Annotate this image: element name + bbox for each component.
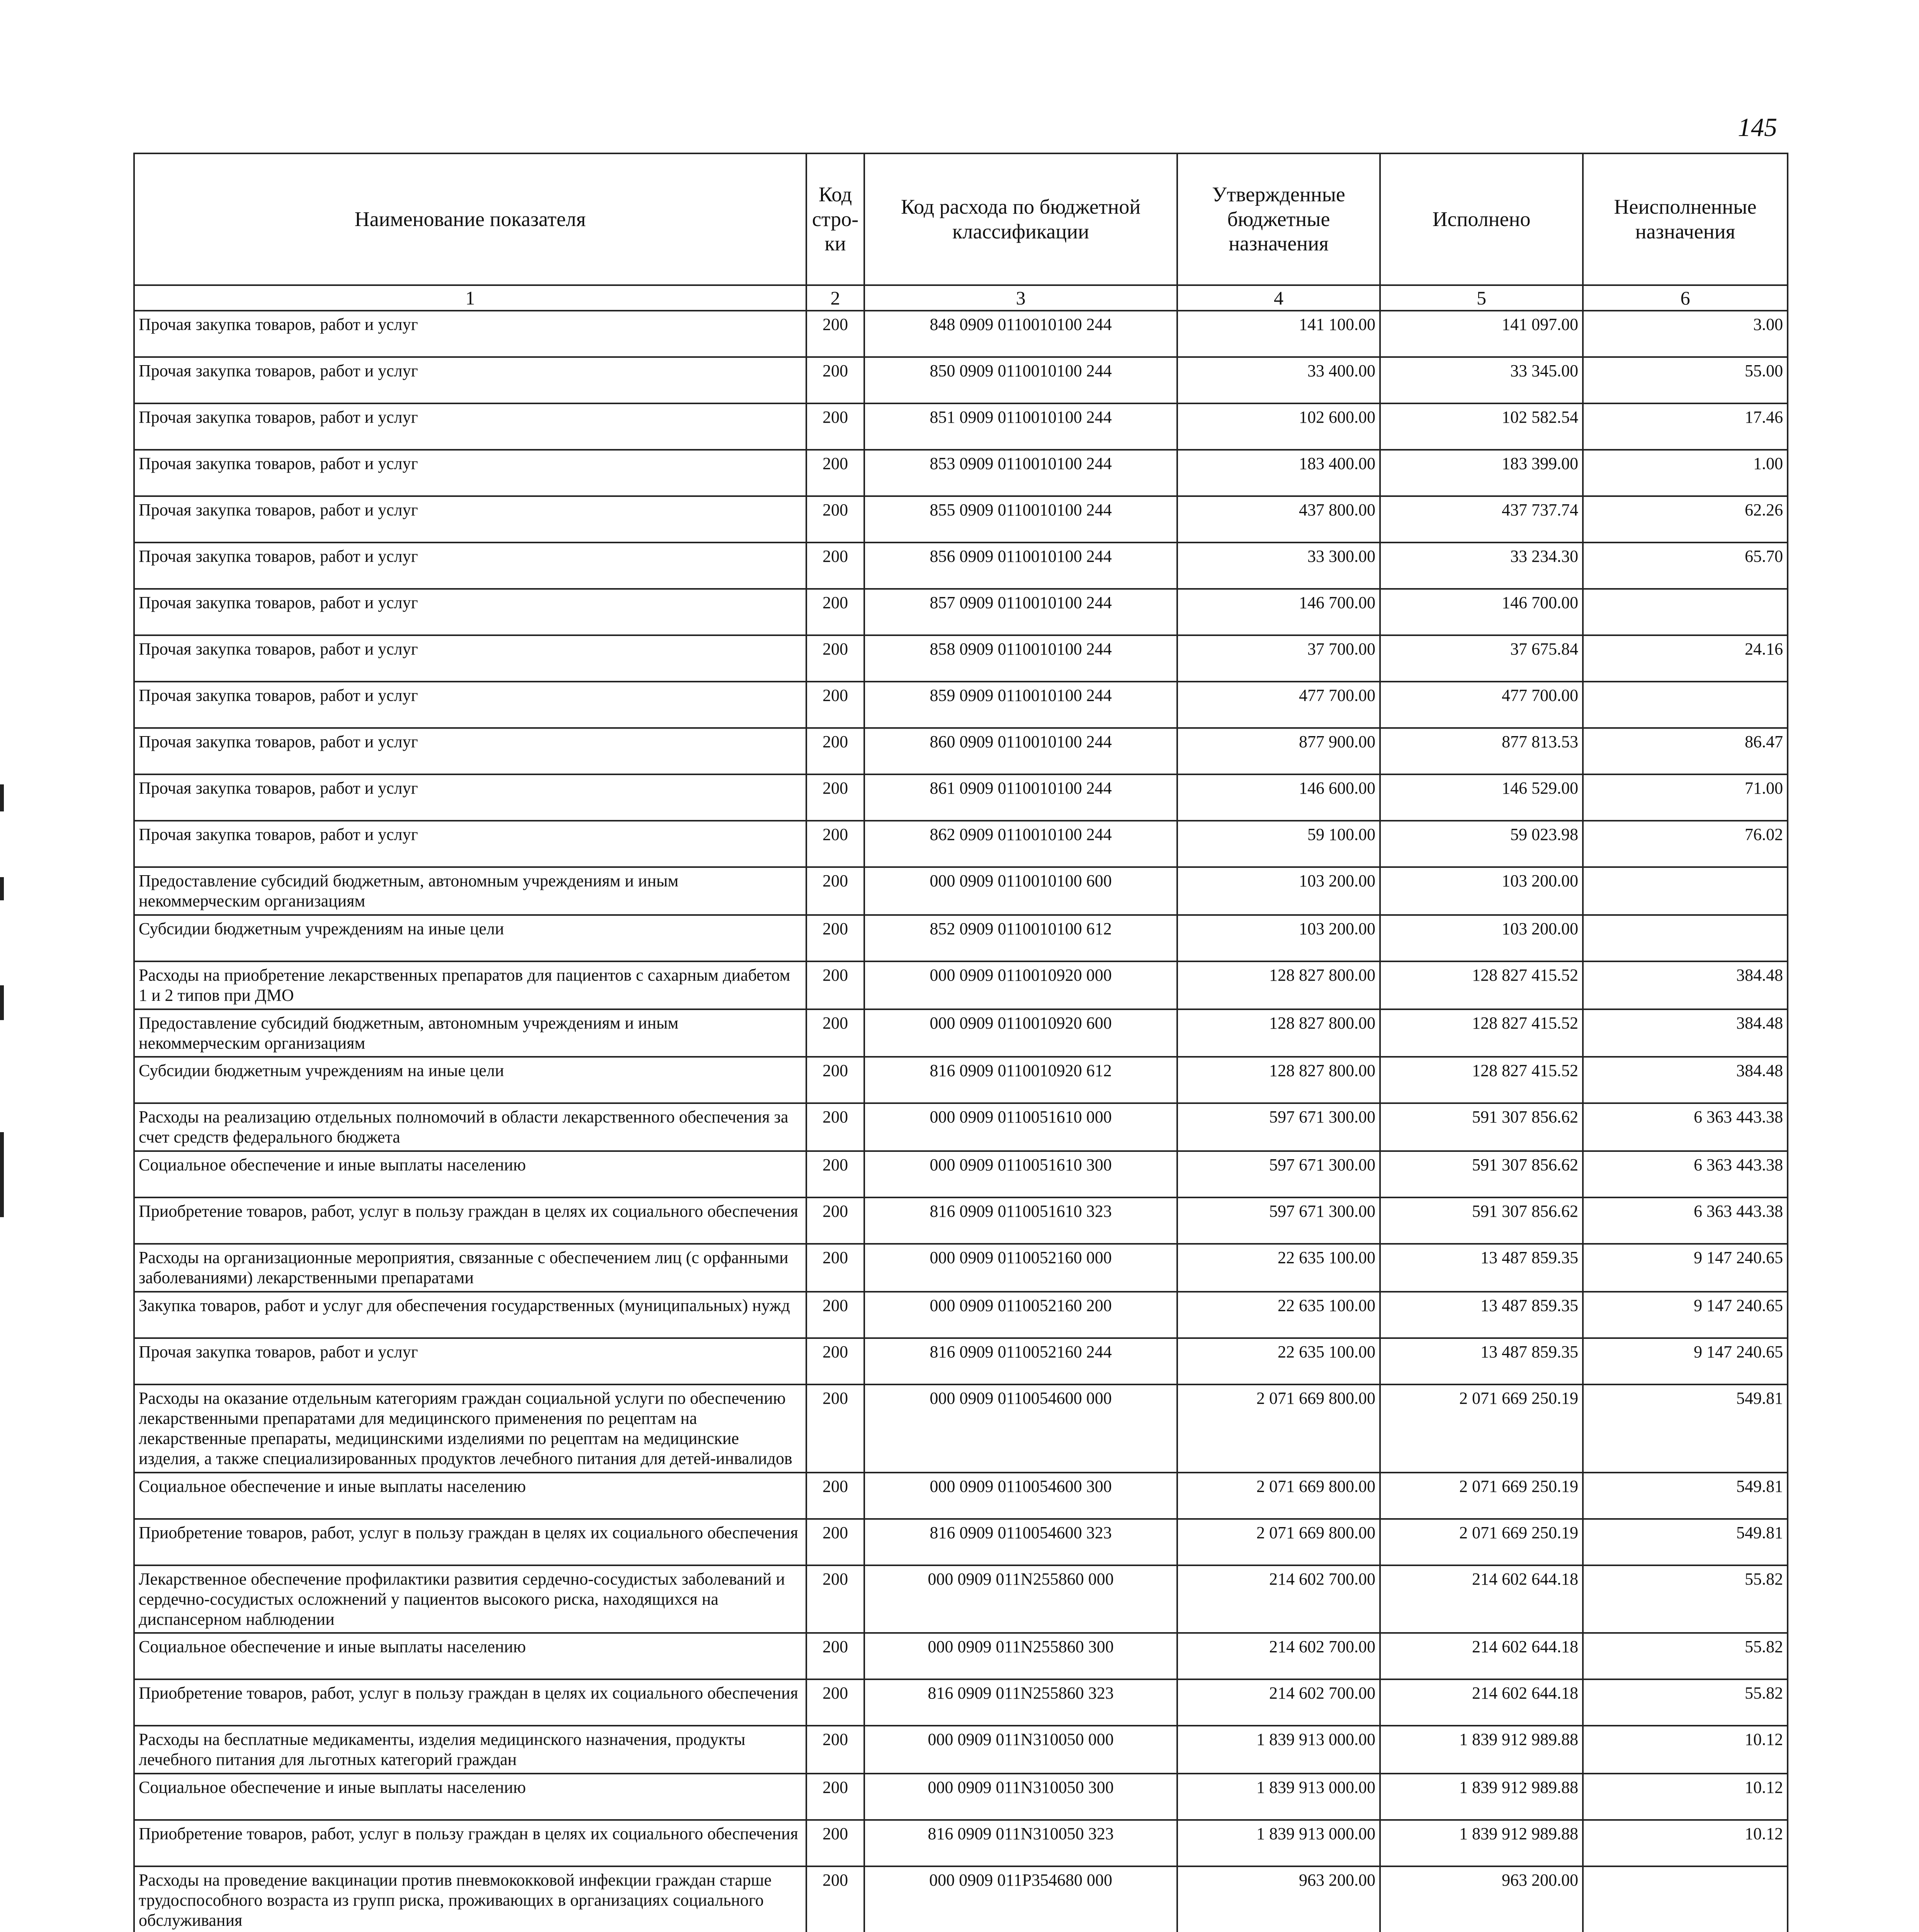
row-unexecuted: 17.46 <box>1583 403 1788 450</box>
row-approved: 477 700.00 <box>1177 682 1380 728</box>
row-unexecuted <box>1583 867 1788 915</box>
column-number: 3 <box>864 285 1177 311</box>
table-row <box>134 774 1788 821</box>
row-approved: 22 635 100.00 <box>1177 1292 1380 1338</box>
row-expense-code: 000 0909 0110054600 000 <box>864 1384 1177 1473</box>
column-number-row <box>134 285 1788 311</box>
table-row <box>134 1820 1788 1866</box>
row-approved: 33 400.00 <box>1177 357 1380 403</box>
row-expense-code: 816 0909 011N310050 323 <box>864 1820 1177 1866</box>
row-name: Прочая закупка товаров, работ и услуг <box>134 357 806 403</box>
row-line-code: 200 <box>806 728 864 774</box>
row-unexecuted: 76.02 <box>1583 821 1788 867</box>
row-executed: 214 602 644.18 <box>1380 1633 1583 1679</box>
table-row <box>134 589 1788 635</box>
row-name: Прочая закупка товаров, работ и услуг <box>134 682 806 728</box>
row-approved: 102 600.00 <box>1177 403 1380 450</box>
row-name: Прочая закупка товаров, работ и услуг <box>134 496 806 543</box>
table-row <box>134 1866 1788 1932</box>
row-unexecuted: 10.12 <box>1583 1726 1788 1774</box>
row-approved: 1 839 913 000.00 <box>1177 1774 1380 1820</box>
row-name: Прочая закупка товаров, работ и услуг <box>134 728 806 774</box>
row-unexecuted: 384.48 <box>1583 1009 1788 1057</box>
row-approved: 146 600.00 <box>1177 774 1380 821</box>
row-name: Прочая закупка товаров, работ и услуг <box>134 821 806 867</box>
row-line-code: 200 <box>806 589 864 635</box>
row-executed: 146 700.00 <box>1380 589 1583 635</box>
table-row <box>134 867 1788 915</box>
row-line-code: 200 <box>806 821 864 867</box>
table-row <box>134 1679 1788 1726</box>
row-executed: 183 399.00 <box>1380 450 1583 496</box>
row-unexecuted: 86.47 <box>1583 728 1788 774</box>
table-row <box>134 821 1788 867</box>
row-name: Расходы на оказание отдельным категориям граждан социальной услуги по обеспечению лекарственными препаратами для медицинского применения по рецептам на лекарственные препараты, медицинскими изделиями по рецептам на медицинские изделия, а также специализированных продуктов лечебного питания для детей-инвалидов <box>134 1384 806 1473</box>
row-line-code: 200 <box>806 543 864 589</box>
row-executed: 591 307 856.62 <box>1380 1197 1583 1244</box>
row-name: Расходы на проведение вакцинации против пневмококковой инфекции граждан старше трудоспособного возраста из групп риска, проживающих в организациях социального обслуживания <box>134 1866 806 1932</box>
row-expense-code: 000 0909 011N310050 000 <box>864 1726 1177 1774</box>
row-executed: 214 602 644.18 <box>1380 1565 1583 1633</box>
row-executed: 128 827 415.52 <box>1380 1057 1583 1103</box>
table-row <box>134 1009 1788 1057</box>
row-expense-code: 816 0909 0110052160 244 <box>864 1338 1177 1384</box>
row-unexecuted: 55.82 <box>1583 1565 1788 1633</box>
row-approved: 33 300.00 <box>1177 543 1380 589</box>
header-unexecuted: Неисполненные назначения <box>1583 153 1788 285</box>
table-row <box>134 1244 1788 1292</box>
row-approved: 214 602 700.00 <box>1177 1565 1380 1633</box>
row-name: Расходы на организационные мероприятия, связанные с обеспечением лиц (с орфанными заболеваниями) лекарственными препаратами <box>134 1244 806 1292</box>
table-row <box>134 1565 1788 1633</box>
row-name: Прочая закупка товаров, работ и услуг <box>134 635 806 682</box>
column-number: 6 <box>1583 285 1788 311</box>
row-line-code: 200 <box>806 1519 864 1565</box>
row-executed: 13 487 859.35 <box>1380 1292 1583 1338</box>
column-number: 4 <box>1177 285 1380 311</box>
row-expense-code: 000 0909 0110054600 300 <box>864 1473 1177 1519</box>
row-name: Социальное обеспечение и иные выплаты населению <box>134 1774 806 1820</box>
column-number: 1 <box>134 285 806 311</box>
row-name: Приобретение товаров, работ, услуг в пользу граждан в целях их социального обеспечения <box>134 1679 806 1726</box>
row-approved: 37 700.00 <box>1177 635 1380 682</box>
row-unexecuted: 62.26 <box>1583 496 1788 543</box>
row-executed: 2 071 669 250.19 <box>1380 1384 1583 1473</box>
row-unexecuted: 55.82 <box>1583 1679 1788 1726</box>
row-executed: 128 827 415.52 <box>1380 1009 1583 1057</box>
row-unexecuted: 549.81 <box>1583 1519 1788 1565</box>
row-executed: 437 737.74 <box>1380 496 1583 543</box>
table-row <box>134 1292 1788 1338</box>
row-expense-code: 862 0909 0110010100 244 <box>864 821 1177 867</box>
row-unexecuted: 6 363 443.38 <box>1583 1151 1788 1197</box>
row-line-code: 200 <box>806 1633 864 1679</box>
row-executed: 1 839 912 989.88 <box>1380 1820 1583 1866</box>
row-approved: 128 827 800.00 <box>1177 961 1380 1009</box>
header-executed: Исполнено <box>1380 153 1583 285</box>
row-expense-code: 855 0909 0110010100 244 <box>864 496 1177 543</box>
row-expense-code: 852 0909 0110010100 612 <box>864 915 1177 961</box>
row-executed: 877 813.53 <box>1380 728 1583 774</box>
table-row <box>134 961 1788 1009</box>
row-unexecuted: 9 147 240.65 <box>1583 1244 1788 1292</box>
row-executed: 33 345.00 <box>1380 357 1583 403</box>
row-executed: 102 582.54 <box>1380 403 1583 450</box>
row-expense-code: 860 0909 0110010100 244 <box>864 728 1177 774</box>
row-approved: 963 200.00 <box>1177 1866 1380 1932</box>
row-expense-code: 000 0909 0110051610 300 <box>864 1151 1177 1197</box>
row-approved: 22 635 100.00 <box>1177 1338 1380 1384</box>
row-line-code: 200 <box>806 1473 864 1519</box>
row-line-code: 200 <box>806 403 864 450</box>
table-row <box>134 403 1788 450</box>
row-unexecuted <box>1583 589 1788 635</box>
row-executed: 1 839 912 989.88 <box>1380 1774 1583 1820</box>
row-line-code: 200 <box>806 1820 864 1866</box>
row-line-code: 200 <box>806 1103 864 1151</box>
row-unexecuted: 6 363 443.38 <box>1583 1197 1788 1244</box>
row-expense-code: 816 0909 011N255860 323 <box>864 1679 1177 1726</box>
row-unexecuted <box>1583 1866 1788 1932</box>
row-line-code: 200 <box>806 915 864 961</box>
header-approved: Утвержденные бюджетные назначения <box>1177 153 1380 285</box>
row-line-code: 200 <box>806 496 864 543</box>
row-approved: 2 071 669 800.00 <box>1177 1384 1380 1473</box>
row-name: Расходы на приобретение лекарственных препаратов для пациентов с сахарным диабетом 1 и 2 типов при ДМО <box>134 961 806 1009</box>
row-line-code: 200 <box>806 357 864 403</box>
scan-edge-marks <box>0 784 5 1217</box>
row-approved: 2 071 669 800.00 <box>1177 1473 1380 1519</box>
row-line-code: 200 <box>806 961 864 1009</box>
row-unexecuted: 9 147 240.65 <box>1583 1292 1788 1338</box>
row-executed: 103 200.00 <box>1380 867 1583 915</box>
row-expense-code: 000 0909 011N310050 300 <box>864 1774 1177 1820</box>
row-name: Прочая закупка товаров, работ и услуг <box>134 774 806 821</box>
row-executed: 141 097.00 <box>1380 311 1583 357</box>
row-approved: 1 839 913 000.00 <box>1177 1726 1380 1774</box>
row-expense-code: 816 0909 0110051610 323 <box>864 1197 1177 1244</box>
row-expense-code: 861 0909 0110010100 244 <box>864 774 1177 821</box>
row-unexecuted: 55.82 <box>1583 1633 1788 1679</box>
row-approved: 2 071 669 800.00 <box>1177 1519 1380 1565</box>
row-line-code: 200 <box>806 1197 864 1244</box>
row-name: Прочая закупка товаров, работ и услуг <box>134 450 806 496</box>
row-line-code: 200 <box>806 311 864 357</box>
row-approved: 214 602 700.00 <box>1177 1633 1380 1679</box>
row-line-code: 200 <box>806 1009 864 1057</box>
row-executed: 146 529.00 <box>1380 774 1583 821</box>
column-number: 2 <box>806 285 864 311</box>
row-expense-code: 816 0909 0110054600 323 <box>864 1519 1177 1565</box>
row-unexecuted: 1.00 <box>1583 450 1788 496</box>
table-row <box>134 1633 1788 1679</box>
row-line-code: 200 <box>806 1774 864 1820</box>
row-executed: 33 234.30 <box>1380 543 1583 589</box>
table-row <box>134 1057 1788 1103</box>
row-line-code: 200 <box>806 450 864 496</box>
row-executed: 963 200.00 <box>1380 1866 1583 1932</box>
row-expense-code: 851 0909 0110010100 244 <box>864 403 1177 450</box>
row-name: Прочая закупка товаров, работ и услуг <box>134 589 806 635</box>
table-row <box>134 1197 1788 1244</box>
table-row <box>134 1103 1788 1151</box>
row-expense-code: 000 0909 0110052160 200 <box>864 1292 1177 1338</box>
row-expense-code: 853 0909 0110010100 244 <box>864 450 1177 496</box>
row-approved: 103 200.00 <box>1177 867 1380 915</box>
table-row <box>134 1338 1788 1384</box>
table-row <box>134 1519 1788 1565</box>
row-approved: 146 700.00 <box>1177 589 1380 635</box>
row-line-code: 200 <box>806 682 864 728</box>
row-name: Приобретение товаров, работ, услуг в пользу граждан в целях их социального обеспечения <box>134 1820 806 1866</box>
row-expense-code: 000 0909 0110051610 000 <box>864 1103 1177 1151</box>
row-expense-code: 850 0909 0110010100 244 <box>864 357 1177 403</box>
row-expense-code: 000 0909 0110052160 000 <box>864 1244 1177 1292</box>
row-unexecuted: 549.81 <box>1583 1473 1788 1519</box>
row-executed: 59 023.98 <box>1380 821 1583 867</box>
header-expense-code: Код расхода по бюджетной классификации <box>864 153 1177 285</box>
row-approved: 183 400.00 <box>1177 450 1380 496</box>
row-name: Прочая закупка товаров, работ и услуг <box>134 403 806 450</box>
table-row <box>134 357 1788 403</box>
row-approved: 1 839 913 000.00 <box>1177 1820 1380 1866</box>
row-name: Расходы на бесплатные медикаменты, изделия медицинского назначения, продукты лечебного питания для льготных категорий граждан <box>134 1726 806 1774</box>
row-line-code: 200 <box>806 1338 864 1384</box>
row-approved: 597 671 300.00 <box>1177 1103 1380 1151</box>
row-approved: 128 827 800.00 <box>1177 1009 1380 1057</box>
row-unexecuted: 384.48 <box>1583 961 1788 1009</box>
row-line-code: 200 <box>806 1244 864 1292</box>
row-approved: 141 100.00 <box>1177 311 1380 357</box>
row-name: Закупка товаров, работ и услуг для обеспечения государственных (муниципальных) нужд <box>134 1292 806 1338</box>
row-line-code: 200 <box>806 1057 864 1103</box>
row-line-code: 200 <box>806 635 864 682</box>
row-executed: 13 487 859.35 <box>1380 1244 1583 1292</box>
row-executed: 591 307 856.62 <box>1380 1151 1583 1197</box>
row-expense-code: 000 0909 0110010920 000 <box>864 961 1177 1009</box>
row-name: Приобретение товаров, работ, услуг в пользу граждан в целях их социального обеспечения <box>134 1519 806 1565</box>
table-row <box>134 635 1788 682</box>
row-line-code: 200 <box>806 1866 864 1932</box>
row-unexecuted: 55.00 <box>1583 357 1788 403</box>
row-approved: 877 900.00 <box>1177 728 1380 774</box>
row-line-code: 200 <box>806 1726 864 1774</box>
table-row <box>134 1473 1788 1519</box>
row-expense-code: 816 0909 0110010920 612 <box>864 1057 1177 1103</box>
row-executed: 103 200.00 <box>1380 915 1583 961</box>
row-line-code: 200 <box>806 1292 864 1338</box>
row-name: Социальное обеспечение и иные выплаты населению <box>134 1151 806 1197</box>
row-name: Социальное обеспечение и иные выплаты населению <box>134 1633 806 1679</box>
row-unexecuted: 10.12 <box>1583 1820 1788 1866</box>
row-name: Субсидии бюджетным учреждениям на иные цели <box>134 1057 806 1103</box>
row-expense-code: 859 0909 0110010100 244 <box>864 682 1177 728</box>
row-expense-code: 000 0909 0110010920 600 <box>864 1009 1177 1057</box>
table-row <box>134 1774 1788 1820</box>
row-unexecuted: 6 363 443.38 <box>1583 1103 1788 1151</box>
row-approved: 59 100.00 <box>1177 821 1380 867</box>
row-unexecuted: 9 147 240.65 <box>1583 1338 1788 1384</box>
row-name: Расходы на реализацию отдельных полномочий в области лекарственного обеспечения за счет средств федерального бюджета <box>134 1103 806 1151</box>
row-expense-code: 000 0909 0110010100 600 <box>864 867 1177 915</box>
row-line-code: 200 <box>806 1384 864 1473</box>
row-unexecuted <box>1583 682 1788 728</box>
row-line-code: 200 <box>806 1679 864 1726</box>
table-header-row <box>134 153 1788 285</box>
row-expense-code: 856 0909 0110010100 244 <box>864 543 1177 589</box>
table-row <box>134 496 1788 543</box>
row-approved: 437 800.00 <box>1177 496 1380 543</box>
table-row <box>134 1384 1788 1473</box>
table-row <box>134 450 1788 496</box>
row-approved: 22 635 100.00 <box>1177 1244 1380 1292</box>
row-line-code: 200 <box>806 867 864 915</box>
page-number: 145 <box>1738 112 1777 142</box>
table-row <box>134 543 1788 589</box>
row-approved: 128 827 800.00 <box>1177 1057 1380 1103</box>
row-executed: 2 071 669 250.19 <box>1380 1519 1583 1565</box>
row-name: Прочая закупка товаров, работ и услуг <box>134 1338 806 1384</box>
row-executed: 37 675.84 <box>1380 635 1583 682</box>
row-name: Предоставление субсидий бюджетным, автономным учреждениям и иным некоммерческим организациям <box>134 867 806 915</box>
table-row <box>134 1151 1788 1197</box>
row-approved: 597 671 300.00 <box>1177 1197 1380 1244</box>
row-name: Прочая закупка товаров, работ и услуг <box>134 543 806 589</box>
row-executed: 214 602 644.18 <box>1380 1679 1583 1726</box>
row-line-code: 200 <box>806 774 864 821</box>
row-executed: 13 487 859.35 <box>1380 1338 1583 1384</box>
header-line-code: Код стро-ки <box>806 153 864 285</box>
row-expense-code: 858 0909 0110010100 244 <box>864 635 1177 682</box>
column-number: 5 <box>1380 285 1583 311</box>
row-name: Прочая закупка товаров, работ и услуг <box>134 311 806 357</box>
row-unexecuted: 549.81 <box>1583 1384 1788 1473</box>
row-unexecuted: 24.16 <box>1583 635 1788 682</box>
row-unexecuted: 384.48 <box>1583 1057 1788 1103</box>
table-row <box>134 915 1788 961</box>
row-expense-code: 848 0909 0110010100 244 <box>864 311 1177 357</box>
row-name: Социальное обеспечение и иные выплаты населению <box>134 1473 806 1519</box>
row-expense-code: 000 0909 011P354680 000 <box>864 1866 1177 1932</box>
budget-execution-table <box>133 153 1788 1932</box>
row-name: Предоставление субсидий бюджетным, автономным учреждениям и иным некоммерческим организациям <box>134 1009 806 1057</box>
row-executed: 1 839 912 989.88 <box>1380 1726 1583 1774</box>
row-expense-code: 857 0909 0110010100 244 <box>864 589 1177 635</box>
table-row <box>134 1726 1788 1774</box>
row-unexecuted <box>1583 915 1788 961</box>
header-name: Наименование показателя <box>134 153 806 285</box>
row-unexecuted: 10.12 <box>1583 1774 1788 1820</box>
row-executed: 591 307 856.62 <box>1380 1103 1583 1151</box>
row-line-code: 200 <box>806 1151 864 1197</box>
row-name: Лекарственное обеспечение профилактики развития сердечно-сосудистых заболеваний и сердечно-сосудистых осложнений у пациентов высокого риска, находящихся на диспансерном наблюдении <box>134 1565 806 1633</box>
row-executed: 128 827 415.52 <box>1380 961 1583 1009</box>
table-row <box>134 682 1788 728</box>
row-unexecuted: 3.00 <box>1583 311 1788 357</box>
row-line-code: 200 <box>806 1565 864 1633</box>
row-approved: 103 200.00 <box>1177 915 1380 961</box>
row-unexecuted: 71.00 <box>1583 774 1788 821</box>
row-executed: 2 071 669 250.19 <box>1380 1473 1583 1519</box>
row-approved: 214 602 700.00 <box>1177 1679 1380 1726</box>
row-expense-code: 000 0909 011N255860 300 <box>864 1633 1177 1679</box>
row-expense-code: 000 0909 011N255860 000 <box>864 1565 1177 1633</box>
row-unexecuted: 65.70 <box>1583 543 1788 589</box>
row-name: Приобретение товаров, работ, услуг в пользу граждан в целях их социального обеспечения <box>134 1197 806 1244</box>
table-row <box>134 728 1788 774</box>
table-row <box>134 311 1788 357</box>
row-name: Субсидии бюджетным учреждениям на иные цели <box>134 915 806 961</box>
row-approved: 597 671 300.00 <box>1177 1151 1380 1197</box>
row-executed: 477 700.00 <box>1380 682 1583 728</box>
